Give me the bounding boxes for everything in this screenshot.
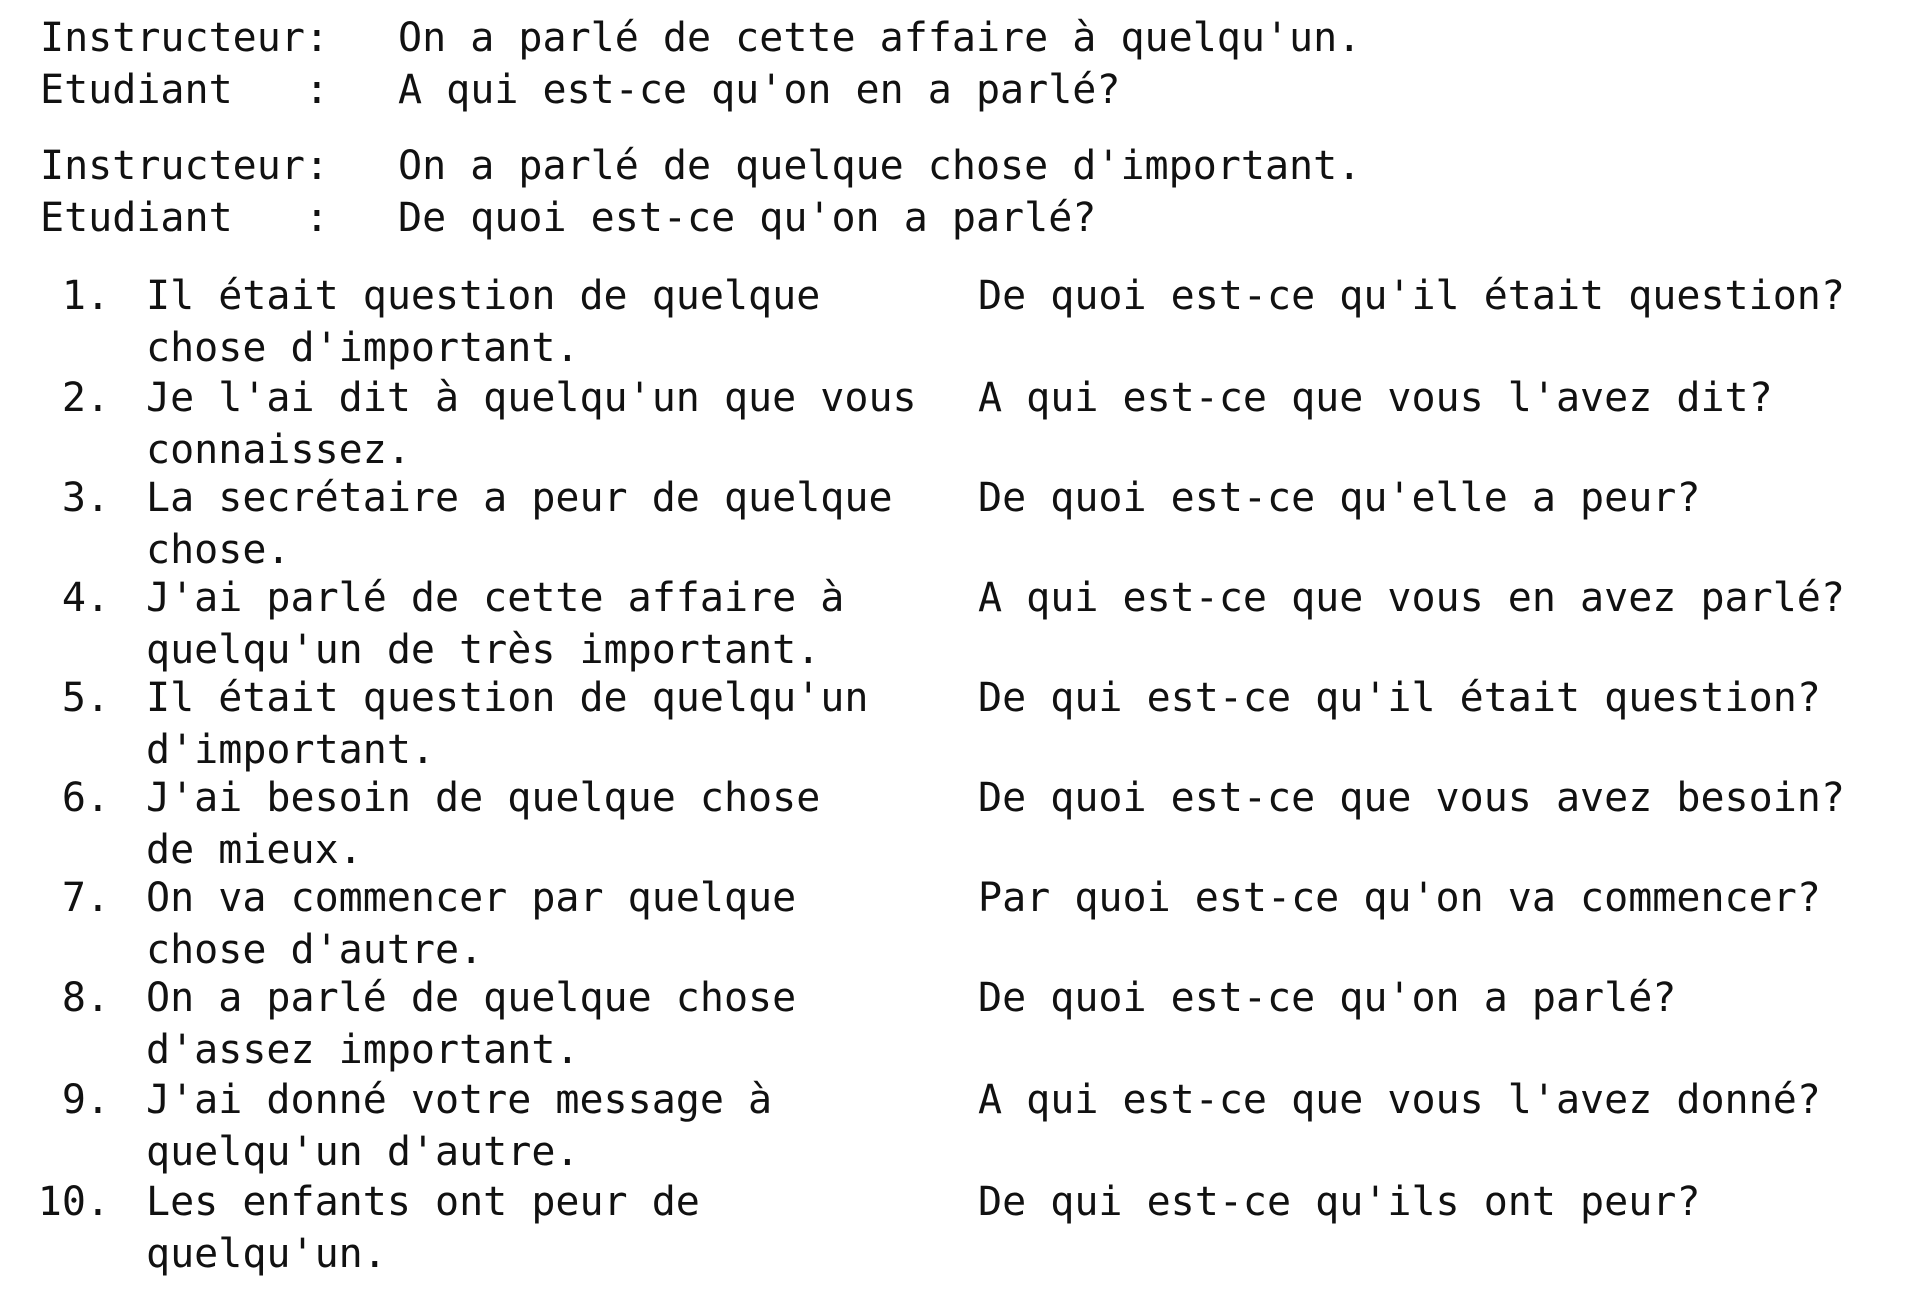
example-student-line bbox=[40, 192, 1361, 244]
instructor-label: Instructeur: bbox=[40, 143, 329, 189]
item-statement-line1: On va commencer par quelque bbox=[146, 875, 797, 921]
item-statement-line2: d'assez important. bbox=[146, 1027, 580, 1073]
drill-item bbox=[0, 672, 1915, 772]
example-instructor-line bbox=[40, 12, 1361, 64]
item-statement-line2: quelqu'un de très important. bbox=[146, 627, 821, 673]
drill-item bbox=[0, 772, 1915, 872]
item-answer: Par quoi est-ce qu'on va commencer? bbox=[978, 875, 1821, 921]
drill-item bbox=[0, 270, 1915, 370]
item-statement-line2: chose. bbox=[146, 527, 291, 573]
item-statement-line2: chose d'important. bbox=[146, 325, 580, 371]
item-number: 1. bbox=[61, 273, 110, 319]
item-answer: De qui est-ce qu'ils ont peur? bbox=[978, 1179, 1701, 1225]
drill-item bbox=[0, 1176, 1915, 1276]
item-statement-line2: chose d'autre. bbox=[146, 927, 484, 973]
item-answer: De quoi est-ce que vous avez besoin? bbox=[978, 775, 1845, 821]
item-answer: De quoi est-ce qu'on a parlé? bbox=[978, 975, 1677, 1021]
example-student-line bbox=[40, 64, 1361, 116]
item-number: 8. bbox=[61, 975, 110, 1021]
drill-item bbox=[0, 972, 1915, 1072]
example-block-2 bbox=[40, 140, 1361, 244]
item-statement-line2: d'important. bbox=[146, 727, 435, 773]
item-statement-line1: J'ai donné votre message à bbox=[146, 1077, 773, 1123]
item-statement-line2: quelqu'un. bbox=[146, 1231, 387, 1277]
item-statement-line1: J'ai parlé de cette affaire à bbox=[146, 575, 845, 621]
item-statement-line1: On a parlé de quelque chose bbox=[146, 975, 797, 1021]
item-statement-line1: Il était question de quelqu'un bbox=[146, 675, 869, 721]
student-label: Etudiant : bbox=[40, 67, 329, 113]
item-statement-line2: connaissez. bbox=[146, 427, 411, 473]
student-label: Etudiant : bbox=[40, 195, 329, 241]
example-instructor-line bbox=[40, 140, 1361, 192]
drill-item bbox=[0, 372, 1915, 472]
instructor-sentence: On a parlé de quelque chose d'important. bbox=[398, 143, 1362, 189]
drill-item bbox=[0, 872, 1915, 972]
item-answer: De quoi est-ce qu'elle a peur? bbox=[978, 475, 1701, 521]
item-statement-line2: quelqu'un d'autre. bbox=[146, 1129, 580, 1175]
item-number: 5. bbox=[61, 675, 110, 721]
item-number: 2. bbox=[61, 375, 110, 421]
item-number: 9. bbox=[61, 1077, 110, 1123]
item-statement-line2: de mieux. bbox=[146, 827, 363, 873]
item-answer: A qui est-ce que vous l'avez dit? bbox=[978, 375, 1773, 421]
item-statement-line1: Il était question de quelque bbox=[146, 273, 821, 319]
item-statement-line1: Je l'ai dit à quelqu'un que vous bbox=[146, 375, 917, 421]
drill-item bbox=[0, 472, 1915, 572]
item-answer: A qui est-ce que vous en avez parlé? bbox=[978, 575, 1845, 621]
item-statement-line1: La secrétaire a peur de quelque bbox=[146, 475, 893, 521]
drill-item bbox=[0, 572, 1915, 672]
student-sentence: A qui est-ce qu'on en a parlé? bbox=[398, 67, 1121, 113]
item-statement-line1: Les enfants ont peur de bbox=[146, 1179, 700, 1225]
example-block-1 bbox=[40, 12, 1361, 116]
item-answer: A qui est-ce que vous l'avez donné? bbox=[978, 1077, 1821, 1123]
item-statement-line1: J'ai besoin de quelque chose bbox=[146, 775, 821, 821]
item-number: 3. bbox=[61, 475, 110, 521]
student-sentence: De quoi est-ce qu'on a parlé? bbox=[398, 195, 1097, 241]
item-number: 6. bbox=[61, 775, 110, 821]
item-number: 10. bbox=[37, 1179, 110, 1225]
item-number: 7. bbox=[61, 875, 110, 921]
item-number: 4. bbox=[61, 575, 110, 621]
instructor-label: Instructeur: bbox=[40, 15, 329, 61]
drill-item bbox=[0, 1074, 1915, 1174]
item-answer: De quoi est-ce qu'il était question? bbox=[978, 273, 1845, 319]
item-answer: De qui est-ce qu'il était question? bbox=[978, 675, 1821, 721]
instructor-sentence: On a parlé de cette affaire à quelqu'un. bbox=[398, 15, 1362, 61]
